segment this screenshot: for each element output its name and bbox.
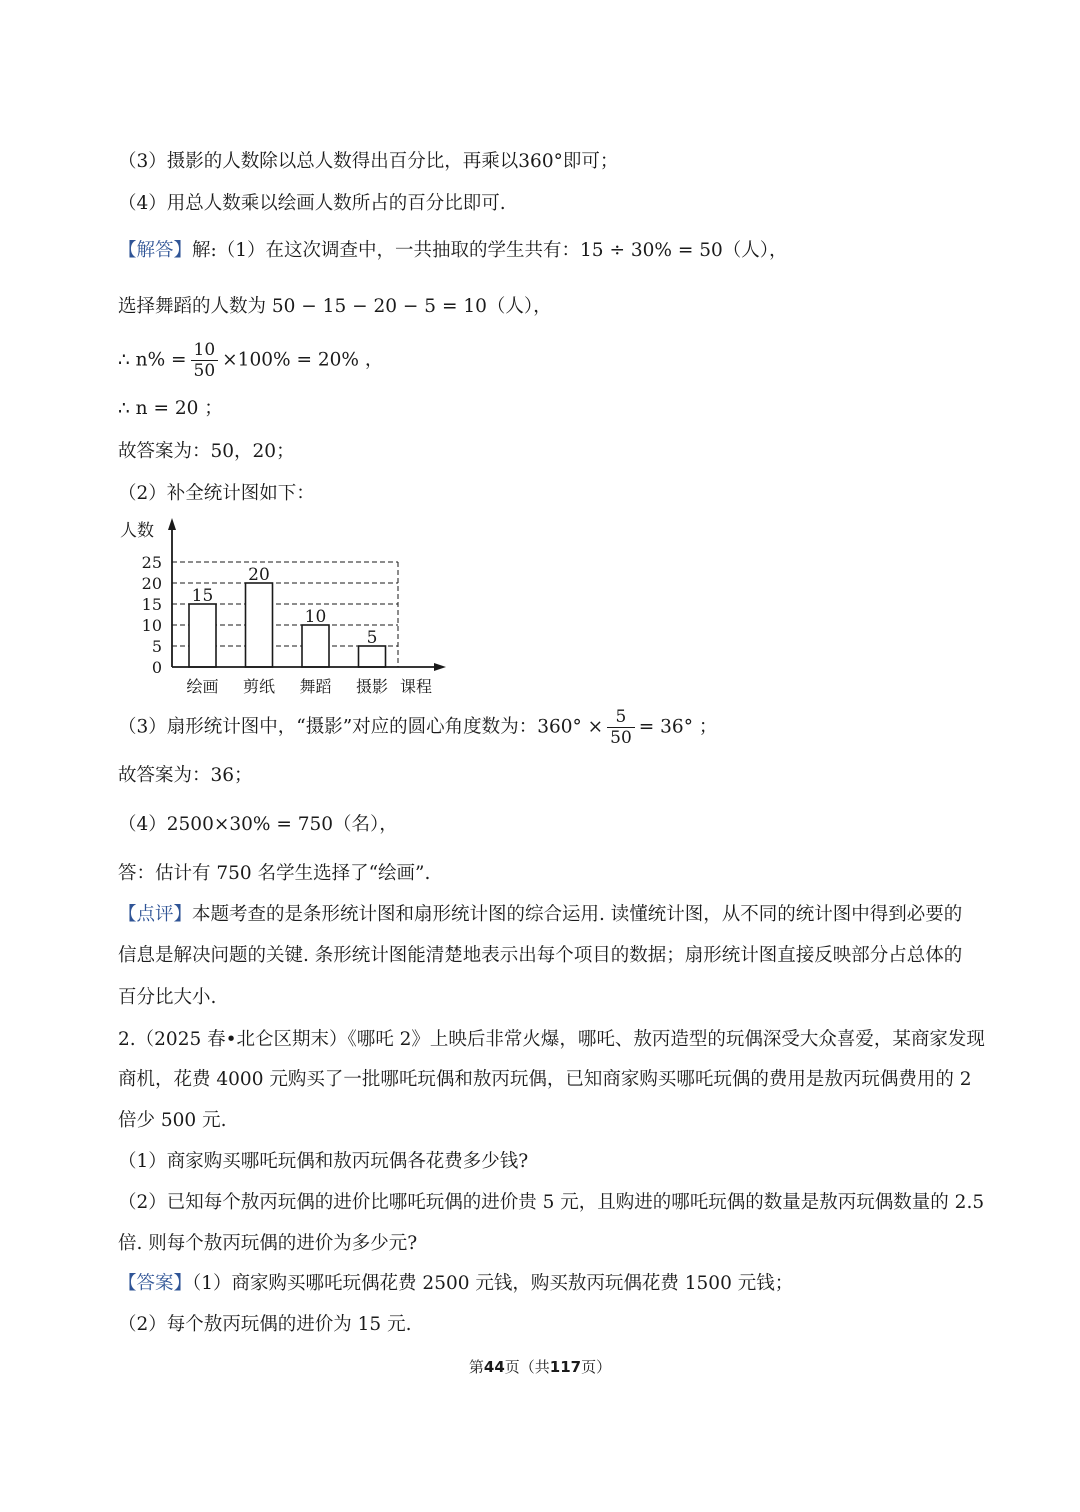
bar-1 <box>189 604 216 667</box>
y-tick-label: 20 <box>141 574 162 593</box>
y-tick-label: 15 <box>141 595 162 614</box>
dance-count-line: 选择舞蹈的人数为 50 − 15 − 20 − 5 = 10（人）， <box>118 296 552 317</box>
solution-tag: 【解答】 <box>118 240 193 261</box>
n-percent-line: ∴ n% = $\frac{10}{50}$ ×100% = 20% ， <box>118 340 384 381</box>
angle-line: （3）扇形统计图中，“摄影”对应的圆心角度数为：360° × $\frac{5}{50}$ = 36° ； <box>118 707 718 748</box>
category-label: 舞蹈 <box>299 677 332 696</box>
page-footer: 第44页（共117页） <box>468 1358 612 1376</box>
analysis-step-3: （3）摄影的人数除以总人数得出百分比，再乘以360°即可； <box>118 151 619 172</box>
page-total: 117 <box>549 1358 582 1376</box>
comment-tag: 【点评】 <box>118 904 193 925</box>
category-label: 剪纸 <box>242 677 276 696</box>
bar-4 <box>359 646 386 667</box>
answer-line-2: 故答案为：36； <box>118 765 253 786</box>
bar-value-label: 10 <box>304 607 327 627</box>
y-tick-label: 25 <box>141 553 162 572</box>
comment-line-3: 百分比大小. <box>118 987 217 1008</box>
answer-key-line-2: （2）每个敖丙玩偶的进价为 15 元. <box>118 1314 412 1335</box>
complete-chart-line: （2）补全统计图如下： <box>118 483 315 504</box>
answer-tag: 【答案】 <box>118 1273 193 1294</box>
comment-line-2: 信息是解决问题的关键. 条形统计图能清楚地表示出每个项目的数据；扇形统计图直接反映部分占总体的 <box>118 945 963 966</box>
bar-3 <box>302 625 329 667</box>
problem2-question-2b: 倍. 则每个敖丙玩偶的进价为多少元? <box>118 1233 418 1254</box>
y-tick-label: 10 <box>141 616 162 635</box>
answer-key-line-1: 【答案】（1）商家购买哪吒玩偶花费 2500 元钱，购买敖丙玩偶花费 1500 元钱； <box>118 1273 794 1294</box>
answer-line-1: 故答案为：50，20； <box>118 441 295 462</box>
bar-value-label: 15 <box>191 586 214 606</box>
bar-value-label: 5 <box>366 628 378 648</box>
comment-line-1: 【点评】本题考查的是条形统计图和扇形统计图的综合运用. 读懂统计图，从不同的统计图中得到必要的 <box>118 904 963 925</box>
solution-text: 解:（1）在这次调查中，一共抽取的学生共有：15 ÷ 30% = 50（人）， <box>192 240 788 261</box>
category-label: 绘画 <box>186 677 219 696</box>
problem2-line-3: 倍少 500 元. <box>118 1110 227 1131</box>
problem2-line-2: 商机，花费 4000 元购买了一批哪吒玩偶和敖丙玩偶，已知商家购买哪吒玩偶的费用是敖丙玩偶费用的 2 <box>118 1069 972 1090</box>
estimate-answer-line: 答：估计有 750 名学生选择了“绘画”. <box>118 863 431 884</box>
problem2-question-2a: （2）已知每个敖丙玩偶的进价比哪吒玩偶的进价贵 5 元，且购进的哪吒玩偶的数量是敖丙玩偶数量的 2.5 <box>118 1192 985 1213</box>
problem2-line-1: 2.（2025 春•北仑区期末）《哪吒 2》上映后非常火爆，哪吒、敖丙造型的玩偶深受大众喜爱，某商家发现 <box>118 1029 985 1050</box>
estimate-calc-line: （4）2500×30% = 750（名）， <box>118 814 398 835</box>
problem2-question-1: （1）商家购买哪吒玩偶和敖丙玩偶各花费多少钱? <box>118 1151 529 1172</box>
x-axis-label: 课程 <box>400 677 433 696</box>
bar-value-label: 20 <box>248 565 270 585</box>
bar-2 <box>246 583 273 667</box>
y-tick-label: 0 <box>151 658 162 677</box>
y-tick-label: 5 <box>151 637 162 656</box>
analysis-step-4: （4）用总人数乘以绘画人数所占的百分比即可. <box>118 193 506 214</box>
y-axis-label: 人数 <box>120 521 154 541</box>
fraction-5-50: $\frac{5}{50}$ <box>607 707 635 748</box>
n-value-line: ∴ n = 20 ； <box>118 398 223 419</box>
page-number: 44 <box>483 1358 505 1376</box>
bar-chart <box>112 512 452 702</box>
x-axis-arrow <box>434 663 446 671</box>
category-label: 摄影 <box>355 677 389 696</box>
solution-heading-line <box>118 239 788 263</box>
y-axis-arrow <box>168 518 176 530</box>
fraction-10-50: $\frac{10}{50}$ <box>191 340 219 381</box>
